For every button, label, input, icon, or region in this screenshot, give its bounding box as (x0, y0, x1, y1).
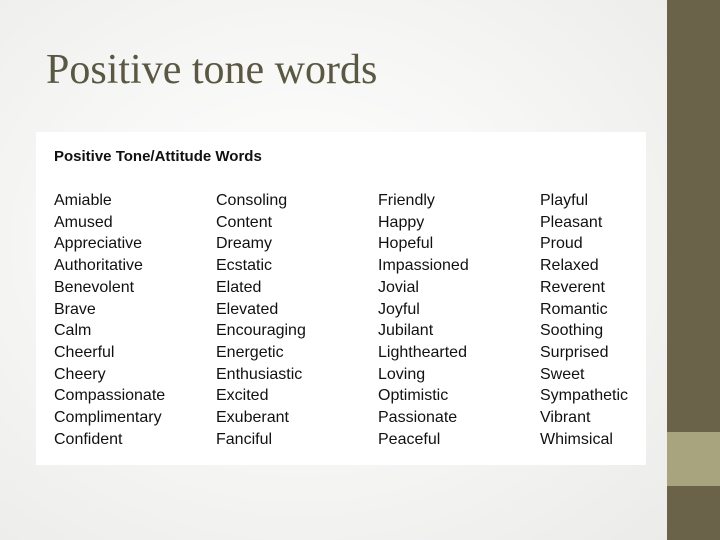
word-item: Content (216, 213, 273, 231)
word-item: Soothing (540, 322, 604, 340)
word-grid (54, 190, 702, 450)
slide-title: Positive tone words (46, 47, 378, 93)
word-item: Calm (54, 322, 92, 340)
word-item: Peaceful (378, 430, 441, 448)
word-item: Surprised (540, 343, 609, 361)
word-item: Excited (216, 387, 269, 405)
word-item: Brave (54, 300, 96, 318)
word-item: Cheery (54, 365, 106, 383)
word-item: Proud (540, 235, 583, 253)
word-item: Cheerful (54, 343, 115, 361)
word-item: Ecstatic (216, 257, 273, 275)
word-item: Elated (216, 278, 262, 296)
word-item: Authoritative (54, 257, 143, 275)
word-item: Joyful (378, 300, 420, 318)
word-item: Exuberant (216, 409, 289, 427)
word-item: Consoling (216, 192, 288, 209)
word-item: Complimentary (54, 409, 162, 427)
word-item: Impassioned (378, 257, 469, 275)
word-item: Passionate (378, 409, 458, 427)
word-item: Happy (378, 213, 425, 231)
word-item: Enthusiastic (216, 365, 303, 383)
word-item: Whimsical (540, 430, 613, 448)
word-column-1 (54, 190, 216, 450)
word-column-3 (378, 190, 540, 450)
word-item: Sympathetic (540, 387, 629, 405)
word-item: Elevated (216, 300, 279, 318)
panel-heading: Positive Tone/Attitude Words (54, 148, 262, 165)
word-item: Compassionate (54, 387, 166, 405)
word-item: Romantic (540, 300, 608, 318)
word-item: Encouraging (216, 322, 306, 340)
word-item: Vibrant (540, 409, 591, 427)
word-column-2 (216, 190, 378, 450)
word-list-panel (36, 132, 646, 465)
word-item: Jubilant (378, 322, 434, 340)
word-item: Sweet (540, 365, 585, 383)
word-item: Relaxed (540, 257, 599, 275)
word-item: Dreamy (216, 235, 273, 253)
word-item: Benevolent (54, 278, 135, 296)
word-item: Appreciative (54, 235, 143, 253)
word-item: Hopeful (378, 235, 434, 253)
word-item: Jovial (378, 278, 419, 296)
word-item: Fanciful (216, 430, 273, 448)
word-item: Pleasant (540, 213, 603, 231)
word-item: Amused (54, 213, 113, 231)
word-item: Reverent (540, 278, 605, 296)
word-item: Lighthearted (378, 343, 467, 361)
word-item: Friendly (378, 192, 435, 209)
word-column-4 (540, 190, 702, 450)
word-item: Optimistic (378, 387, 449, 405)
word-item: Energetic (216, 343, 284, 361)
word-item: Confident (54, 430, 123, 448)
word-item: Amiable (54, 192, 112, 209)
word-item: Playful (540, 192, 589, 209)
word-item: Loving (378, 365, 426, 383)
